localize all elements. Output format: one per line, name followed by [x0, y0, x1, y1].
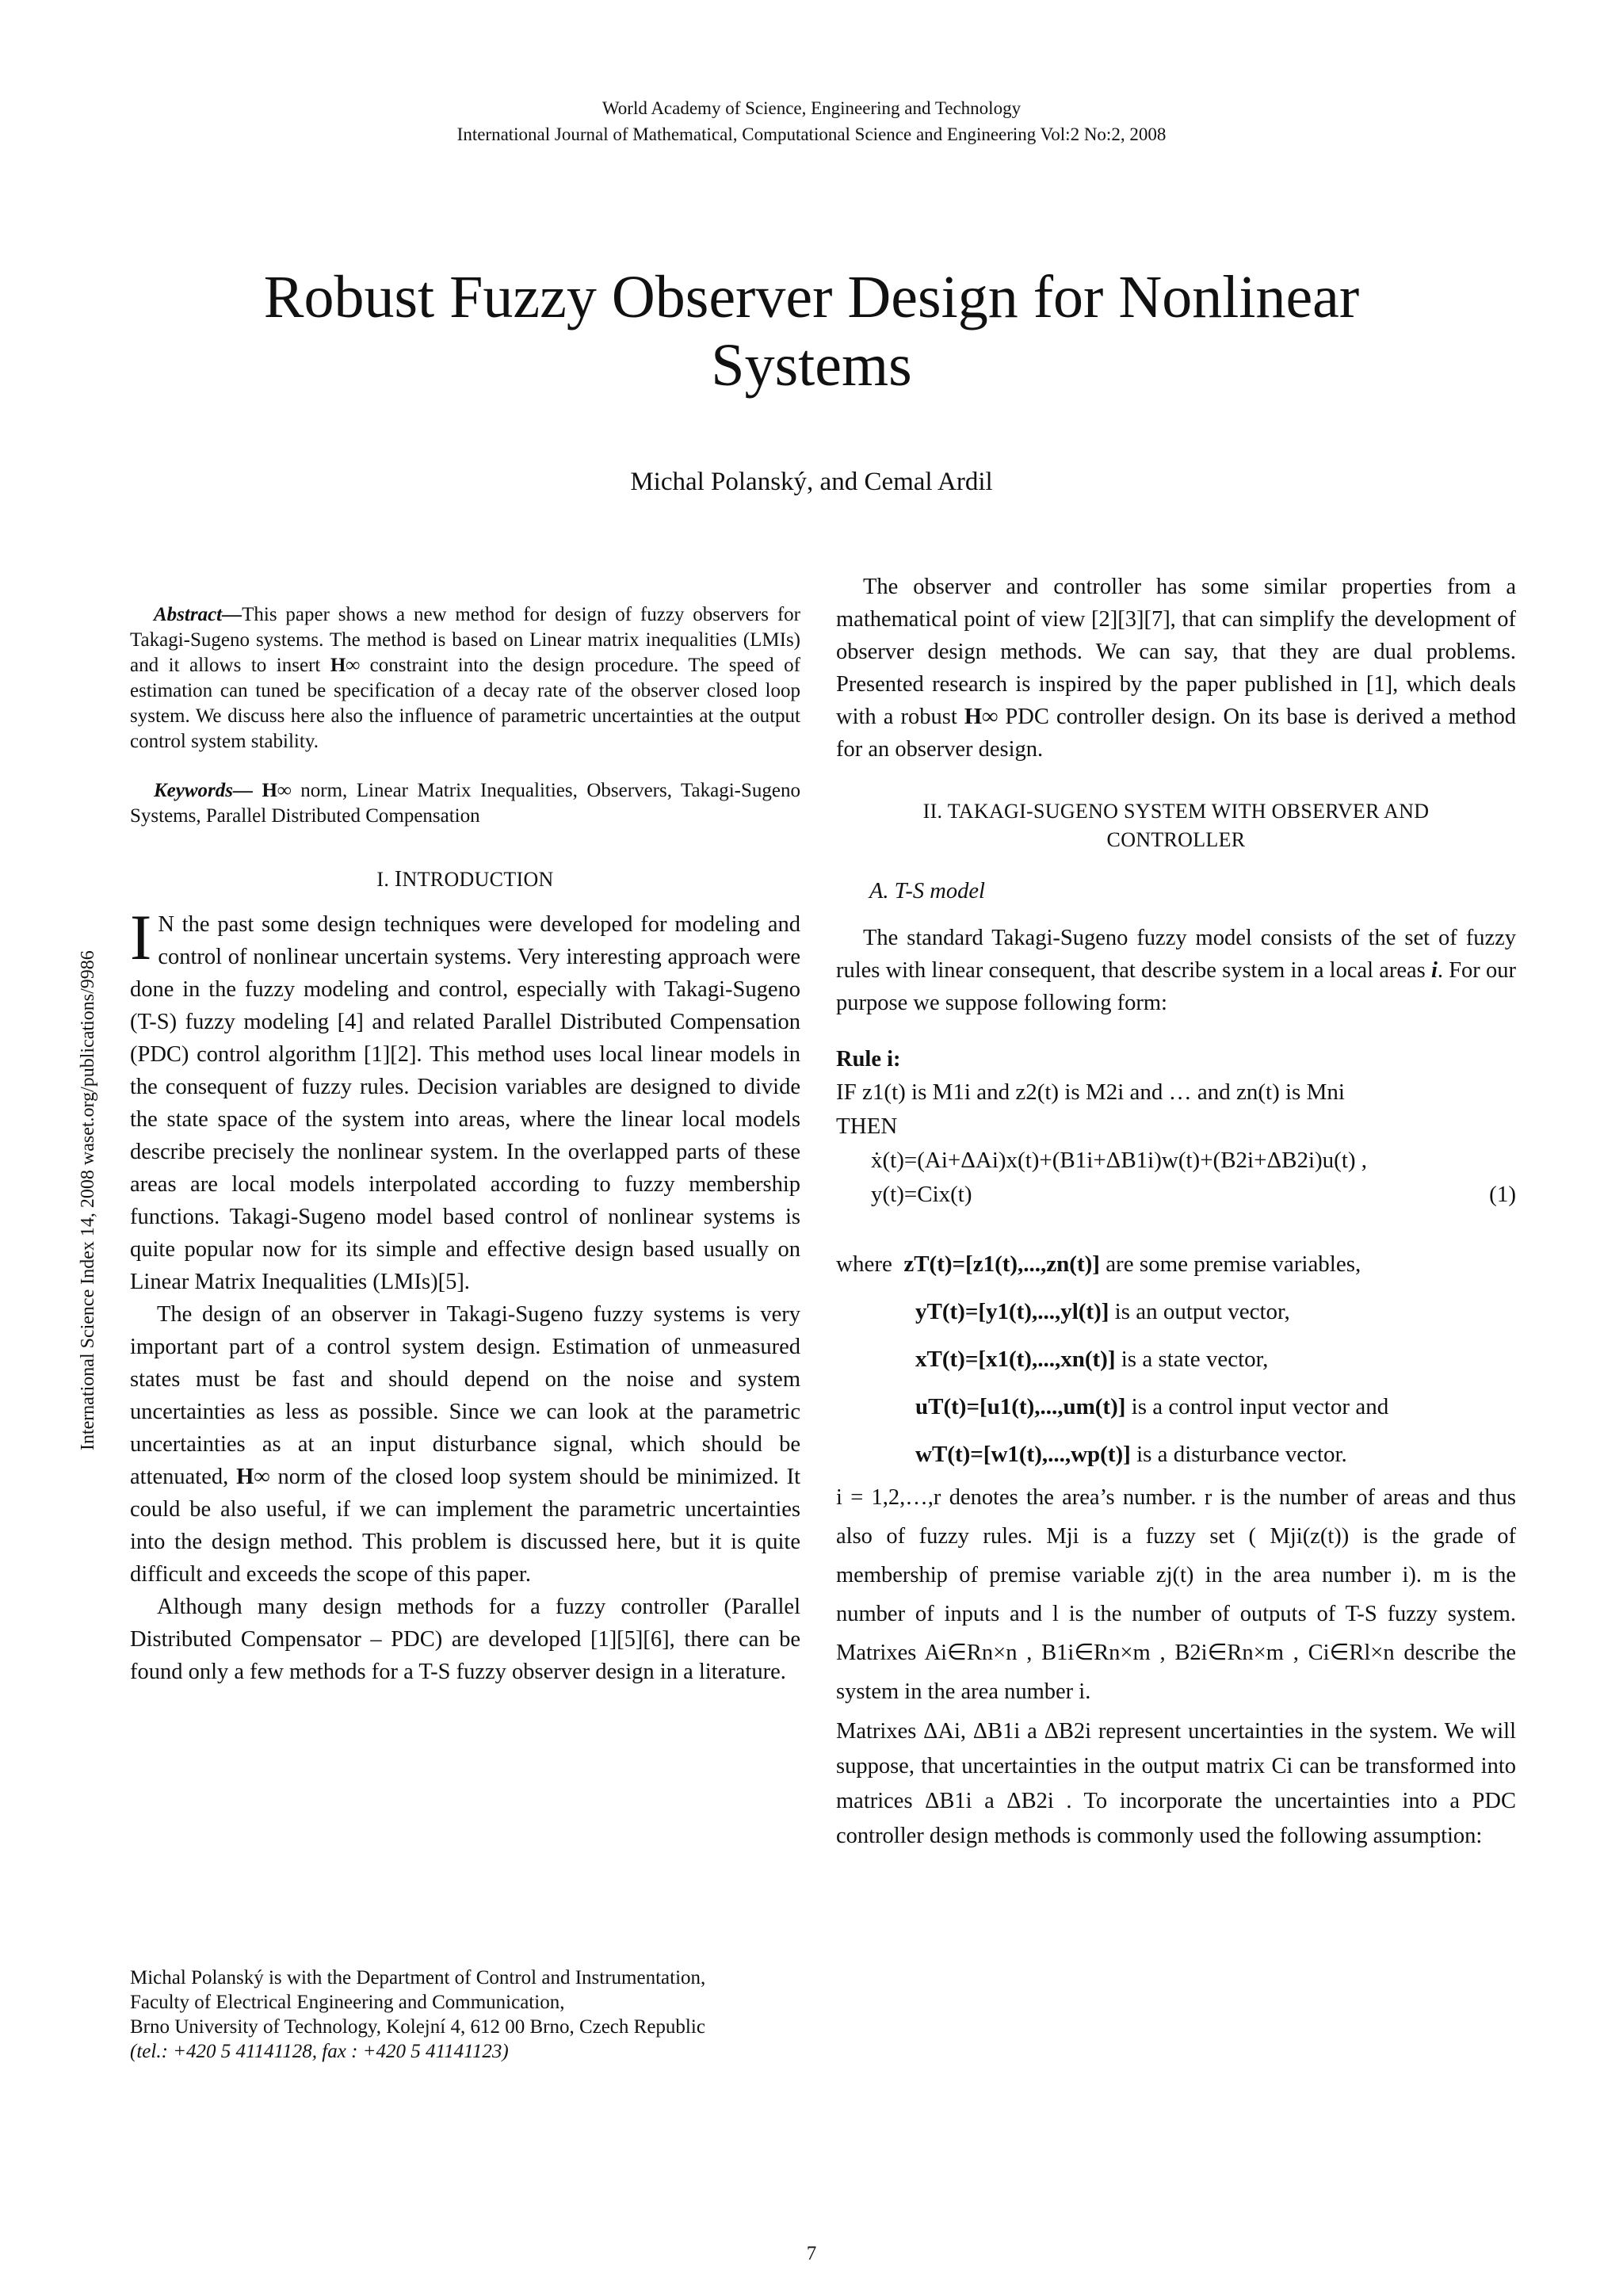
intro-p2-hinf: H∞	[236, 1465, 270, 1489]
right-p1	[836, 571, 1516, 766]
rule-label: Rule i:	[836, 1047, 901, 1072]
keywords-hinf: H∞	[262, 780, 292, 801]
variable-definitions	[836, 1240, 1516, 1478]
footnote	[130, 1966, 800, 2064]
equation-1-line-2: y(t)=Cix(t)	[871, 1182, 972, 1207]
abstract-label: Abstract—	[154, 604, 242, 625]
page-number: 7	[806, 2243, 817, 2264]
subsection-heading: A. T-S model	[869, 879, 985, 904]
intro-p2b: norm of the closed loop system should be minimized. It could be also useful, if we can implement the parametric uncertainties into the design method. This problem is discussed here, but it is quite difficult and exceeds the scope of this paper.	[130, 1465, 800, 1587]
var-w-desc: is a disturbance vector.	[1130, 1442, 1347, 1467]
paper-title	[0, 263, 1623, 399]
where-label: where	[836, 1251, 892, 1277]
rule-if-line: IF z1(t) is M1i and z2(t) is M2i and … and zn(t) is Mni	[836, 1079, 1345, 1105]
right-column	[836, 571, 1516, 1854]
intro-paragraph-1	[130, 901, 800, 1298]
drop-cap: I	[130, 901, 152, 973]
right-intro-paragraph	[836, 571, 1516, 766]
equation-1-line-1: ẋ(t)=(Ai+ΔAi)x(t)+(B1i+ΔB1i)w(t)+(B2i+ΔB2i)u(t) ,	[871, 1148, 1368, 1173]
right-p1-hinf: H∞	[964, 705, 999, 729]
sidebar-index-text: International Science Index 14, 2008 waset.org/publications/9986	[78, 950, 98, 1450]
section-2-number: II.	[922, 800, 948, 823]
var-w	[836, 1431, 1516, 1478]
abstract-text-2: constraint into the design procedure. The speed of estimation can tuned be specification of a decay rate of the observer closed loop system. We discuss here also the influence of parametric uncertainties at the output control system stability.	[130, 655, 800, 752]
keywords	[130, 778, 800, 829]
ts-model-paragraph	[836, 922, 1516, 1019]
var-x	[836, 1335, 1516, 1383]
equation-1	[836, 1144, 1516, 1212]
introduction-body	[130, 901, 800, 1688]
var-u	[836, 1383, 1516, 1431]
var-x-expr: xT(t)=[x1(t),...,xn(t)]	[915, 1347, 1116, 1372]
header-line-1: World Academy of Science, Engineering and Technology	[601, 98, 1022, 118]
ts-p2b: . For our purpose we suppose following form:	[836, 958, 1516, 1015]
footnote-line-1: Michal Polanský is with the Department of Control and Instrumentation,	[130, 1967, 706, 1988]
left-column	[130, 602, 800, 2062]
section-2-line-1: TAKAGI-SUGENO SYSTEM WITH OBSERVER AND	[947, 800, 1430, 823]
intro-p2a: The design of an observer in Takagi-Sugeno fuzzy systems is very important part of a control system design. Estimation of unmeasured states must be fast and should depend on the noise and system uncertainties as less as possible. Since we can look at the parametric uncertainties as at an input disturbance signal, which should be attenuated,	[130, 1302, 800, 1489]
abstract-hinf: H∞	[330, 655, 361, 676]
section-1-rest: NTRODUCTION	[402, 868, 554, 891]
var-z	[836, 1240, 1516, 1288]
section-2-line-2: CONTROLLER	[1106, 828, 1246, 851]
area-description-paragraph: i = 1,2,…,r denotes the area’s number. r is the number of areas and thus also of fuzzy rules. Mji is a fuzzy set ( Mji(z(t)) is the grade of membership of premise variable zj(t) in the area number i). m is the number of inputs and l is the number of outputs of T-S fuzzy system. Matrixes Ai∈Rn×n , B1i∈Rn×m , B2i∈Rn×m , Ci∈Rl×n describe the system in the area number i.	[836, 1485, 1516, 1704]
var-u-expr: uT(t)=[u1(t),...,um(t)]	[915, 1394, 1126, 1419]
section-2-heading	[836, 797, 1516, 854]
abstract-text-1: This paper shows a new method for design of fuzzy observers for Takagi-Sugeno systems. The method is based on Linear matrix inequalities (LMIs) and it allows to insert	[130, 604, 800, 676]
footnote-line-2: Faculty of Electrical Engineering and Communication,	[130, 1992, 565, 2013]
abstract	[130, 602, 800, 755]
var-w-expr: wT(t)=[w1(t),...,wp(t)]	[915, 1442, 1131, 1467]
ts-p2a: The standard Takagi-Sugeno fuzzy model consists of the set of fuzzy rules with linear consequent, that describe system in a local areas	[836, 926, 1516, 983]
var-y	[836, 1288, 1516, 1335]
footnote-line-4: (tel.: +420 5 41141128, fax : +420 5 41141123)	[130, 2041, 509, 2062]
equation-number: (1)	[1489, 1182, 1516, 1207]
section-1-number: I.	[376, 868, 395, 891]
authors: Michal Polanský, and Cemal Ardil	[630, 468, 993, 496]
intro-paragraph-3: Although many design methods for a fuzzy controller (Parallel Distributed Compensator – PDC) are developed [1][5][6], there can be found only a few methods for a T-S fuzzy observer design in a literature.	[130, 1595, 800, 1684]
section-1-heading	[130, 865, 800, 894]
intro-p1-text: N the past some design techniques were developed for modeling and control of nonlinear uncertain systems. Very interesting approach were done in the fuzzy modeling and control, especially with Takagi-Sugeno (T-S) fuzzy modeling [4] and related Parallel Distributed Compensation (PDC) control algorithm [1][2]. This method uses local linear models in the consequent of fuzzy rules. Decision variables are designed to divide the state space of the system into areas, where the linear local models describe precisely the nonlinear system. In the overlapped parts of these areas are local models interpolated according to fuzzy membership functions. Takagi-Sugeno model based control of nonlinear systems is quite popular now for its simple and effective design based usually on Linear Matrix Inequalities (LMIs)[5].	[130, 912, 800, 1294]
right-p1a: The observer and controller has some similar properties from a mathematical point of view [2][3][7], that can simplify the development of observer design methods. We can say, that they are dual problems. Presented research is inspired by the paper published in [1], which deals with a robust	[836, 575, 1516, 729]
intro-paragraph-2	[130, 1298, 800, 1591]
right-p1b: PDC controller design. On its base is derived a method for an observer design.	[836, 705, 1516, 762]
uncertainty-paragraph: Matrixes ΔAi, ΔB1i a ΔB2i represent uncertainties in the system. We will suppose, that uncertainties in the output matrix Ci can be transformed into matrices ΔB1i a ΔB2i . To incorporate the uncertainties into a PDC controller design methods is commonly used the following assumption:	[836, 1719, 1516, 1848]
var-u-desc: is a control input vector and	[1125, 1394, 1389, 1419]
var-z-expr: zT(t)=[z1(t),...,zn(t)]	[903, 1251, 1100, 1277]
rule-then: THEN	[836, 1114, 898, 1139]
title-line-1: Robust Fuzzy Observer Design for Nonlinear	[263, 264, 1360, 330]
var-y-desc: is an output vector,	[1109, 1299, 1290, 1324]
keywords-text: norm, Linear Matrix Inequalities, Observers, Takagi-Sugeno Systems, Parallel Distributed Compensation	[130, 780, 800, 827]
header-line-2: International Journal of Mathematical, Computational Science and Engineering Vol:2 No:2, 2008	[456, 124, 1167, 144]
section-1-first-letter: I	[394, 867, 403, 892]
title-line-2: Systems	[711, 332, 912, 399]
var-x-desc: is a state vector,	[1115, 1347, 1269, 1372]
ts-p2-i: i	[1430, 958, 1438, 983]
keywords-label: Keywords—	[154, 780, 253, 801]
journal-header	[0, 95, 1623, 147]
footnote-line-3: Brno University of Technology, Kolejní 4, 612 00 Brno, Czech Republic	[130, 2016, 705, 2038]
var-y-expr: yT(t)=[y1(t),...,yl(t)]	[915, 1299, 1109, 1324]
var-z-desc: are some premise variables,	[1099, 1251, 1361, 1277]
